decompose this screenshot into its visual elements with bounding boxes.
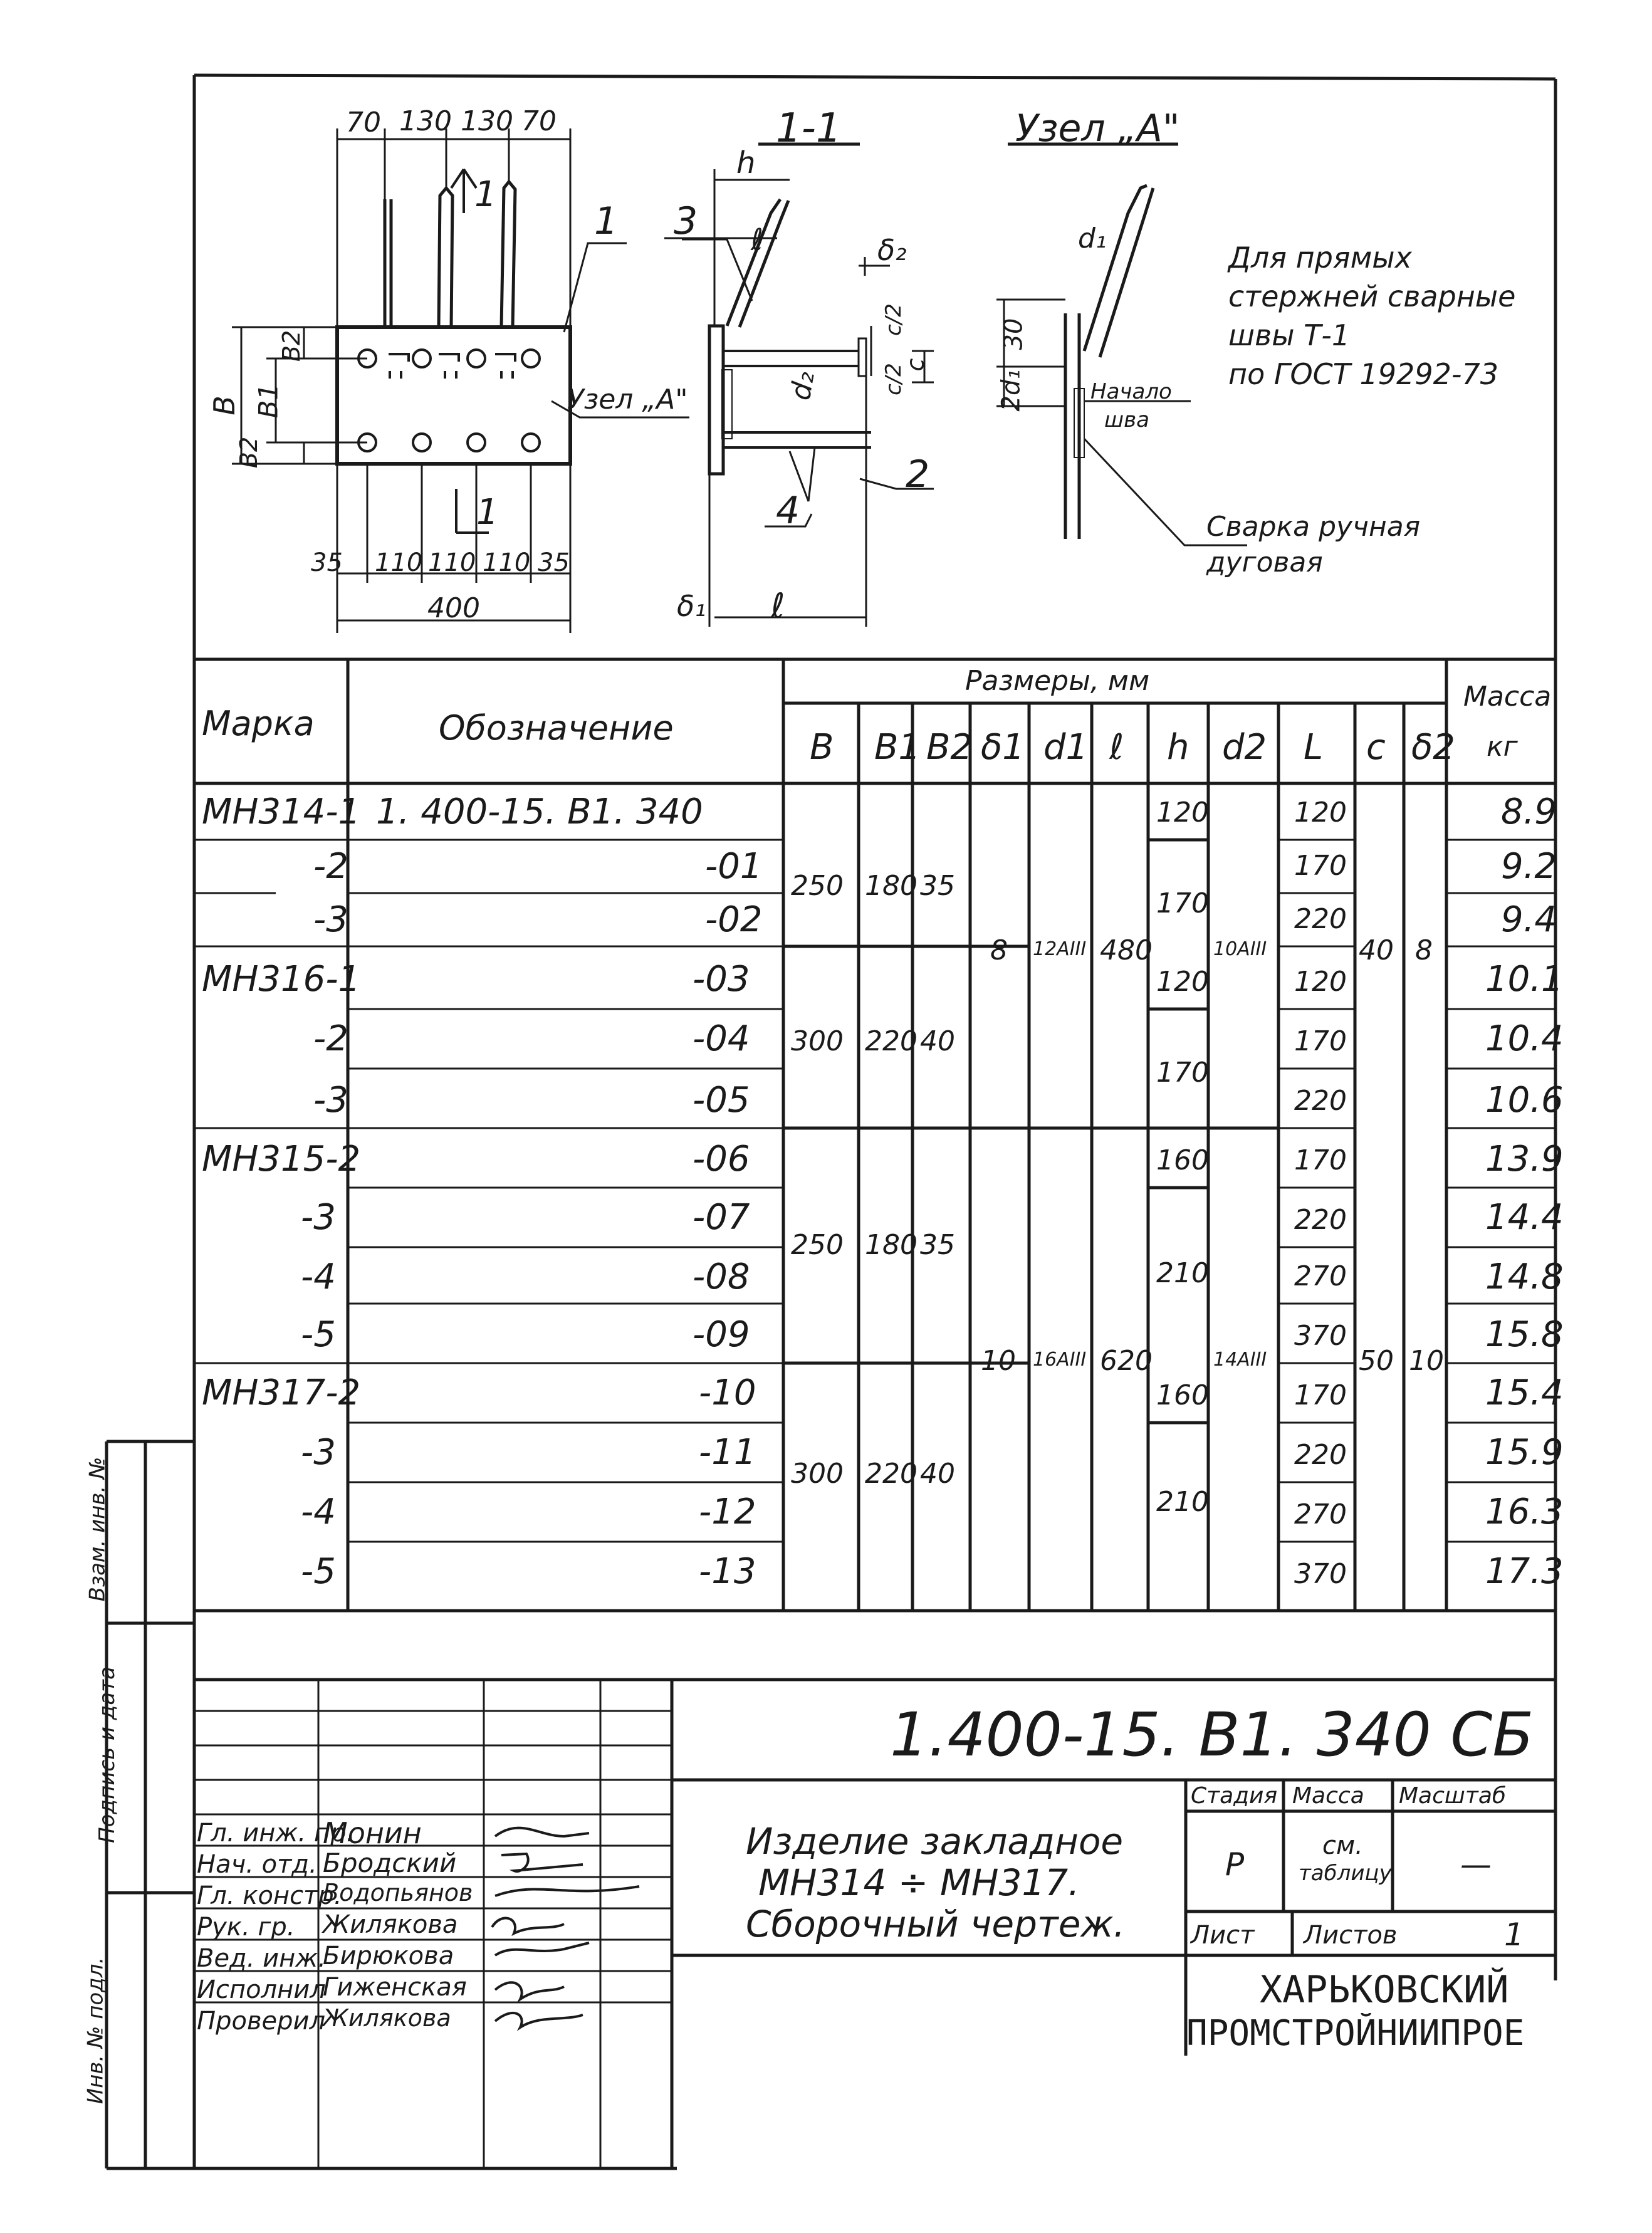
section-dim-delta2: δ₂ <box>877 233 907 267</box>
merged-l: 620 <box>1100 1345 1153 1377</box>
merged-delta2: 8 <box>1415 934 1433 966</box>
role-label: Нач. отд. <box>197 1850 317 1879</box>
merged-h: 210 <box>1156 1486 1209 1518</box>
title-description <box>746 1821 1125 1945</box>
role-label: Исполнил <box>197 1975 326 2004</box>
table-header-dims: Размеры, мм <box>965 665 1150 697</box>
section-dim-c: c <box>901 358 929 372</box>
row-mass: 15.9 <box>1485 1432 1564 1473</box>
mass-value-line-2: таблицу <box>1299 1861 1392 1886</box>
plan-dim-b: B <box>207 395 241 416</box>
signature-mark <box>495 1943 589 1955</box>
scale-value: — <box>1460 1846 1492 1883</box>
weld-start-label-2: шва <box>1104 407 1149 432</box>
side-stamp-replace: Взам. инв. № <box>85 1456 110 1602</box>
col-c: c <box>1366 727 1386 768</box>
row-mass: 14.4 <box>1485 1197 1564 1238</box>
plan-dim-110-b: 110 <box>428 548 476 577</box>
merged-b: 300 <box>791 1458 844 1490</box>
merged-h: 170 <box>1156 887 1209 919</box>
role-label: Гл. инж. пр. <box>197 1819 355 1848</box>
merged-b: 250 <box>791 1229 844 1261</box>
merged-h: 170 <box>1156 1057 1209 1089</box>
leader-4-label: 4 <box>776 489 800 533</box>
node-dim-d1: d₁ <box>1078 222 1107 254</box>
merged-b: 300 <box>791 1025 844 1057</box>
row-L: 220 <box>1294 903 1347 935</box>
signature-mark <box>495 2013 583 2027</box>
row-designation: -08 <box>693 1257 750 1297</box>
plan-dim-b2-bottom: B2 <box>235 436 263 469</box>
row-designation: -04 <box>693 1018 750 1059</box>
plan-dim-70-right: 70 <box>521 105 557 137</box>
weld-note-line: по ГОСТ 19292-73 <box>1228 357 1498 391</box>
mass-value-line-1: см. <box>1322 1831 1363 1860</box>
row-designation: -13 <box>699 1551 756 1592</box>
merged-c: 50 <box>1359 1345 1394 1377</box>
row-mark: -2 <box>313 1018 348 1059</box>
node-a-title: Узел „А" <box>1015 107 1180 150</box>
weld-type-line-2: дуговая <box>1206 546 1323 578</box>
side-stamp-sign: Подпись и дата <box>94 1666 120 1843</box>
signature-mark <box>495 1828 589 1836</box>
signature-mark <box>492 1918 564 1933</box>
col-l: ℓ <box>1109 727 1124 768</box>
table-header-mass: Масса <box>1463 681 1552 713</box>
section-dim-d2: d₂ <box>784 369 821 403</box>
weld-start-label: Начало <box>1090 379 1172 404</box>
node-dim-2d1: 2d₁ <box>996 369 1026 412</box>
mass-header: Масса <box>1292 1783 1364 1809</box>
section-dim-h: h <box>736 145 756 180</box>
weld-note-line: Для прямых <box>1228 241 1412 275</box>
row-mark: -3 <box>313 1080 348 1121</box>
row-mark: -3 <box>301 1197 336 1238</box>
section-dim-delta1: δ₁ <box>677 589 706 623</box>
merged-b2: 40 <box>920 1025 955 1057</box>
row-mark: -4 <box>301 1492 336 1532</box>
role-label: Проверил <box>197 2007 326 2036</box>
merged-b1: 220 <box>865 1025 917 1057</box>
row-L: 170 <box>1294 1379 1347 1411</box>
col-h: h <box>1167 727 1189 768</box>
node-dim-30: 30 <box>999 318 1028 350</box>
col-d1: d1 <box>1043 727 1089 768</box>
row-designation: -09 <box>693 1314 750 1355</box>
description-line: Сборочный чертеж. <box>746 1903 1126 1945</box>
signature-mark <box>495 1982 564 1999</box>
section-dim-c-half-top: c/2 <box>881 303 906 336</box>
col-delta1: δ1 <box>981 727 1025 768</box>
weld-note-line: швы Т-1 <box>1228 318 1351 352</box>
section-dim-l: ℓ <box>771 586 785 625</box>
row-h: 120 <box>1156 966 1209 998</box>
row-mark: -4 <box>301 1257 336 1297</box>
plan-dim-total: 400 <box>427 592 480 624</box>
row-h: 160 <box>1156 1379 1209 1411</box>
merged-b2: 35 <box>920 1229 955 1261</box>
row-mass: 10.6 <box>1485 1080 1564 1121</box>
merged-l: 480 <box>1100 934 1153 966</box>
leader-2-label: 2 <box>906 452 930 496</box>
merged-b2: 40 <box>920 1458 955 1490</box>
merged-delta1: 10 <box>981 1345 1016 1377</box>
weld-type-line-1: Сварка ручная <box>1206 511 1421 543</box>
person-name: Монин <box>323 1816 422 1850</box>
row-mark: МН315-2 <box>202 1139 361 1179</box>
row-designation: -03 <box>693 959 750 1000</box>
merged-d2: 10АIII <box>1213 938 1267 960</box>
row-L: 220 <box>1294 1085 1347 1117</box>
table-header-mark: Марка <box>202 704 315 743</box>
row-mark: МН317-2 <box>202 1373 361 1413</box>
merged-d1: 16АIII <box>1033 1349 1087 1371</box>
plan-dim-b1: B1 <box>253 383 284 419</box>
table-header-designation: Обозначение <box>439 708 674 748</box>
person-name: Гиженская <box>323 1973 467 2002</box>
plan-dim-b2-top: B2 <box>278 330 306 362</box>
col-delta2: δ2 <box>1411 727 1455 768</box>
plan-dim-70-left: 70 <box>346 107 381 139</box>
merged-b1: 180 <box>865 870 917 902</box>
merged-d1: 12АIII <box>1033 938 1087 960</box>
row-designation: -07 <box>693 1197 750 1238</box>
row-mass: 14.8 <box>1485 1257 1564 1297</box>
col-b1: B1 <box>874 727 921 768</box>
row-L: 120 <box>1294 966 1347 998</box>
row-L: 270 <box>1294 1498 1347 1530</box>
role-label: Рук. гр. <box>197 1913 295 1942</box>
plan-dim-110-c: 110 <box>483 548 531 577</box>
plan-dim-130-b: 130 <box>461 105 513 137</box>
table-header-mass-unit: кг <box>1487 731 1518 763</box>
sheets-label: Листов <box>1304 1921 1398 1950</box>
plan-dim-110-a: 110 <box>375 548 423 577</box>
row-L: 220 <box>1294 1204 1347 1236</box>
col-b: B <box>810 727 834 768</box>
col-b2: B2 <box>926 727 973 768</box>
plan-dim-35-left: 35 <box>311 548 343 577</box>
organization-line-2: ПРОМСТРОЙНИИПРОЕ <box>1186 2013 1525 2054</box>
merged-delta2: 10 <box>1409 1345 1444 1377</box>
row-mass: 15.8 <box>1485 1314 1564 1355</box>
row-designation: 1. 400-15. В1. 340 <box>376 792 703 832</box>
section-mark-bottom: 1 <box>476 492 499 533</box>
merged-b1: 180 <box>865 1229 917 1261</box>
merged-b2: 35 <box>920 870 955 902</box>
row-L: 170 <box>1294 1025 1347 1057</box>
section-1-1-title: 1-1 <box>776 105 842 152</box>
row-designation: -06 <box>693 1139 750 1179</box>
row-designation: -12 <box>699 1492 756 1532</box>
person-name: Водопьянов <box>323 1879 473 1906</box>
row-mass: 10.4 <box>1485 1018 1564 1059</box>
description-line: Изделие закладное <box>746 1820 1124 1863</box>
merged-c: 40 <box>1359 934 1394 966</box>
description-line: МН314 ÷ МН317. <box>758 1861 1080 1904</box>
person-name: Жилякова <box>323 2004 451 2032</box>
row-L: 270 <box>1294 1260 1347 1292</box>
signature-mark <box>495 1886 639 1896</box>
row-mark: МН314-1 <box>202 792 361 832</box>
weld-note-line: стержней сварные <box>1228 280 1516 313</box>
person-name: Бродский <box>323 1848 457 1878</box>
row-L: 370 <box>1294 1558 1347 1590</box>
section-dim-l-top: ℓ <box>751 222 763 258</box>
row-L: 370 <box>1294 1320 1347 1352</box>
merged-b1: 220 <box>865 1458 917 1490</box>
row-mass: 15.4 <box>1485 1373 1564 1413</box>
row-mass: 17.3 <box>1485 1551 1564 1592</box>
row-mass: 16.3 <box>1485 1492 1564 1532</box>
row-mass: 13.9 <box>1485 1139 1564 1179</box>
scale-header: Масштаб <box>1399 1783 1507 1809</box>
stage-header: Стадия <box>1191 1783 1278 1809</box>
plan-dim-35-right: 35 <box>538 548 570 577</box>
organization-line-1: ХАРЬКОВСКИЙ <box>1260 1968 1509 2012</box>
row-L: 120 <box>1294 797 1347 829</box>
leader-1-label: 1 <box>594 199 619 243</box>
row-mark: МН316-1 <box>202 959 361 1000</box>
row-mass: 9.4 <box>1501 899 1557 940</box>
leader-3-label: 3 <box>674 199 698 243</box>
row-L: 170 <box>1294 850 1347 882</box>
row-mark: -5 <box>301 1551 336 1592</box>
row-designation: -05 <box>693 1080 750 1121</box>
row-h: 160 <box>1156 1144 1209 1176</box>
row-designation: -10 <box>699 1373 756 1413</box>
person-name: Жилякова <box>323 1910 458 1939</box>
stage-value: Р <box>1225 1846 1245 1883</box>
row-mass: 8.9 <box>1501 792 1557 832</box>
section-mark-top: 1 <box>474 174 497 215</box>
row-L: 170 <box>1294 1144 1347 1176</box>
sheet-label: Лист <box>1191 1921 1255 1950</box>
col-d2: d2 <box>1222 727 1267 768</box>
row-mark: -3 <box>313 899 348 940</box>
role-label: Гл. констр. <box>197 1881 342 1910</box>
role-label: Вед. инж. <box>197 1944 327 1973</box>
node-a-reference: Узел „А" <box>567 384 688 416</box>
signature-mark <box>501 1854 583 1871</box>
row-mark: -5 <box>301 1314 336 1355</box>
row-L: 220 <box>1294 1439 1347 1471</box>
row-designation: -01 <box>705 846 763 887</box>
merged-delta1: 8 <box>990 934 1008 966</box>
document-code: 1.400-15. В1. 340 СБ <box>890 1700 1534 1770</box>
col-L: L <box>1304 727 1324 768</box>
row-h: 120 <box>1156 797 1209 829</box>
row-mark: -2 <box>313 846 348 887</box>
merged-d2: 14АIII <box>1213 1349 1267 1371</box>
plan-dim-130-a: 130 <box>399 105 452 137</box>
row-mark: -3 <box>301 1432 336 1473</box>
row-designation: -11 <box>699 1432 756 1473</box>
sheets-value: 1 <box>1504 1917 1524 1953</box>
row-mass: 10.1 <box>1485 959 1564 1000</box>
side-stamp-inv: Инв. № подл. <box>83 1957 108 2105</box>
merged-b: 250 <box>791 870 844 902</box>
row-mass: 9.2 <box>1501 846 1557 887</box>
person-name: Бирюкова <box>323 1942 454 1970</box>
merged-h: 210 <box>1156 1257 1209 1289</box>
row-designation: -02 <box>705 899 763 940</box>
section-dim-c-half-bottom: c/2 <box>881 363 906 395</box>
